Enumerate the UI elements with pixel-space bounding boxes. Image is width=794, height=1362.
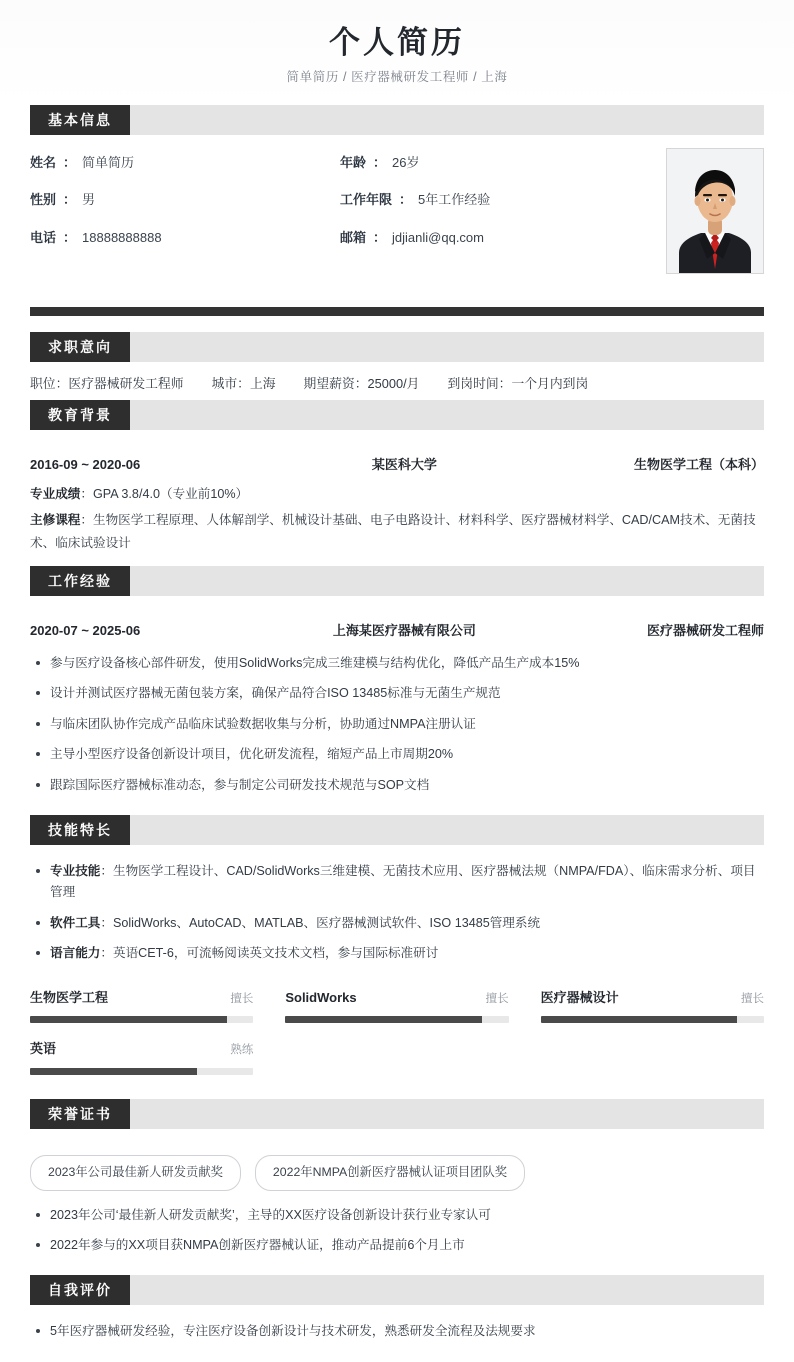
skill-bar-level: 擅长 [485, 992, 509, 1005]
work-date: 2020-07 ~ 2025-06 [30, 623, 141, 639]
info-colon: ： [373, 154, 387, 170]
job-intent-row [30, 362, 764, 400]
honors-section [30, 1129, 764, 1275]
section-bar-tail [130, 1099, 764, 1129]
section-title-work: 工作经验 [30, 566, 130, 596]
info-item-experience [340, 192, 650, 208]
skills-bullet-list [30, 861, 764, 965]
resume-header [0, 0, 794, 105]
skills-section [30, 845, 764, 1099]
info-colon: ： [63, 229, 77, 245]
list-item [30, 943, 764, 964]
avatar [666, 148, 764, 274]
info-label: 电话 [30, 229, 57, 245]
skill-text: ：英语CET-6，可流畅阅读英文技术文档，参与国际标准研讨 [100, 946, 439, 961]
section-bar-tail [130, 566, 764, 596]
info-value: 18888888888 [82, 229, 162, 245]
education-date: 2016-09 ~ 2020-06 [30, 456, 141, 472]
list-item: 2022年参与的XX项目获NMPA创新医疗器械认证，推动产品提前6个月上市 [30, 1235, 764, 1256]
skill-bar-item [285, 984, 508, 1030]
education-courses-label: 主修课程 [30, 512, 81, 527]
skill-bar-level: 擅长 [740, 992, 764, 1005]
summary-section [30, 1305, 764, 1361]
section-header-basic [30, 105, 764, 135]
section-title-intent: 求职意向 [30, 332, 130, 362]
list-item: 主导小型医疗设备创新设计项目，优化研发流程，缩短产品上市周期20% [30, 744, 764, 765]
info-label: 年龄 [340, 154, 367, 170]
info-item-gender [30, 192, 340, 208]
skill-bar-name: 英语 [30, 1041, 57, 1057]
skill-bar-fill [541, 1016, 738, 1023]
skill-label: 软件工具 [50, 915, 101, 930]
skill-bar-name: 医疗器械设计 [540, 989, 619, 1005]
education-gpa-value: ：GPA 3.8/4.0（专业前10%） [80, 487, 249, 502]
info-item-email [340, 230, 650, 246]
skill-bar-track [30, 1068, 253, 1075]
list-item [30, 913, 764, 934]
info-item-phone [30, 230, 340, 246]
list-item: 设计并测试医疗器械无菌包装方案，确保产品符合ISO 13485标准与无菌生产规范 [30, 683, 764, 704]
section-bar-tail [130, 400, 764, 430]
skill-bar-item [30, 1035, 253, 1081]
skill-bar-name: 生物医学工程 [30, 989, 109, 1005]
intent-availability: 到岗时间：一个月内到岗 [447, 375, 589, 391]
info-item-name [30, 155, 340, 171]
skill-bar-track [541, 1016, 764, 1023]
education-gpa-line [30, 482, 764, 507]
section-header-summary [30, 1275, 764, 1305]
work-role: 医疗器械研发工程师 [646, 623, 764, 639]
education-school: 某医科大学 [371, 456, 437, 472]
education-gpa-label: 专业成绩 [30, 487, 81, 502]
honors-bullet-list [30, 1205, 764, 1257]
skill-bar-item [30, 984, 253, 1030]
header-subtitle: 简单简历 / 医疗器械研发工程师 / 上海 [286, 69, 508, 84]
info-value: jdjianli@qq.com [392, 229, 484, 245]
list-item: 参与医疗设备核心部件研发，使用SolidWorks完成三维建模与结构优化，降低产品生产成本15% [30, 653, 764, 674]
section-bar-tail [130, 332, 764, 362]
education-major: 生物医学工程（本科） [633, 456, 764, 472]
list-item: 5年医疗器械研发经验，专注医疗设备创新设计与技术研发，熟悉研发全流程及法规要求 [30, 1321, 764, 1342]
work-company: 上海某医疗器械有限公司 [332, 623, 476, 639]
list-item [30, 861, 764, 904]
work-section [30, 596, 764, 815]
education-section [30, 430, 764, 567]
honor-tag-row [30, 1141, 764, 1201]
intent-salary: 期望薪资：25000/月 [303, 375, 420, 391]
skill-bar-level: 擅长 [230, 992, 254, 1005]
section-title-basic: 基本信息 [30, 105, 130, 135]
work-entry-head [30, 608, 764, 649]
skill-bar-fill [30, 1068, 197, 1075]
skill-bar-level: 熟练 [230, 1044, 254, 1057]
info-label: 邮箱 [340, 229, 367, 245]
honor-tag: 2022年NMPA创新医疗器械认证项目团队奖 [255, 1155, 525, 1191]
section-bar-tail [130, 815, 764, 845]
info-colon: ： [63, 154, 77, 170]
section-title-skills: 技能特长 [30, 815, 130, 845]
education-entry-head [30, 442, 764, 483]
section-title-summary: 自我评价 [30, 1275, 130, 1305]
basic-info-section [30, 135, 764, 301]
section-title-honors: 荣誉证书 [30, 1099, 130, 1129]
intent-city: 城市：上海 [211, 375, 276, 391]
skill-bar-name: SolidWorks [285, 989, 357, 1005]
info-value: 男 [82, 192, 96, 208]
intent-position: 职位：医疗器械研发工程师 [30, 375, 184, 391]
skill-bar-item [541, 984, 764, 1030]
info-label: 性别 [30, 192, 57, 208]
list-item: 2023年公司‘最佳新人研发贡献奖’，主导的XX医疗设备创新设计获行业专家认可 [30, 1205, 764, 1226]
section-header-work [30, 566, 764, 596]
list-item: 跟踪国际医疗器械标准动态，参与制定公司研发技术规范与SOP文档 [30, 775, 764, 796]
section-bar-tail [130, 1275, 764, 1305]
section-header-intent [30, 332, 764, 362]
skill-label: 专业技能 [50, 864, 101, 879]
section-divider [30, 307, 764, 316]
skill-bar-grid [30, 974, 764, 1090]
work-bullet-list [30, 653, 764, 796]
section-header-education [30, 400, 764, 430]
section-title-education: 教育背景 [30, 400, 130, 430]
section-bar-tail [130, 105, 764, 135]
page-title: 个人简历 [329, 25, 465, 60]
section-header-honors [30, 1099, 764, 1129]
summary-bullet-list [30, 1321, 764, 1342]
basic-info-grid [30, 155, 670, 246]
section-header-skills [30, 815, 764, 845]
skill-bar-track [285, 1016, 508, 1023]
info-label: 工作年限 [340, 192, 393, 208]
skill-label: 语言能力 [50, 946, 101, 961]
info-value: 简单简历 [82, 154, 135, 170]
skill-bar-fill [285, 1016, 482, 1023]
skill-text: ：SolidWorks、AutoCAD、MATLAB、医疗器械测试软件、ISO 13485管理系统 [100, 915, 541, 930]
info-colon: ： [399, 192, 413, 208]
honor-tag: 2023年公司最佳新人研发贡献奖 [30, 1155, 241, 1191]
info-colon: ： [373, 229, 387, 245]
skill-bar-track [30, 1016, 253, 1023]
info-label: 姓名 [30, 154, 57, 170]
info-value: 5年工作经验 [418, 192, 491, 208]
info-item-age [340, 155, 650, 171]
info-colon: ： [63, 192, 77, 208]
portrait-photo-icon [667, 149, 763, 273]
info-value: 26岁 [392, 154, 420, 170]
skill-text: ：生物医学工程设计、CAD/SolidWorks三维建模、无菌技术应用、医疗器械法规（NMPA/FDA）、临床需求分析、项目管理 [50, 864, 756, 900]
list-item: 与临床团队协作完成产品临床试验数据收集与分析，协助通过NMPA注册认证 [30, 714, 764, 735]
education-courses-value: ：生物医学工程原理、人体解剖学、机械设计基础、电子电路设计、材料科学、医疗器械材料学、CAD/CAM技术、无菌技术、临床试验设计 [30, 512, 756, 550]
skill-bar-fill [30, 1016, 227, 1023]
education-courses-line [30, 508, 764, 557]
